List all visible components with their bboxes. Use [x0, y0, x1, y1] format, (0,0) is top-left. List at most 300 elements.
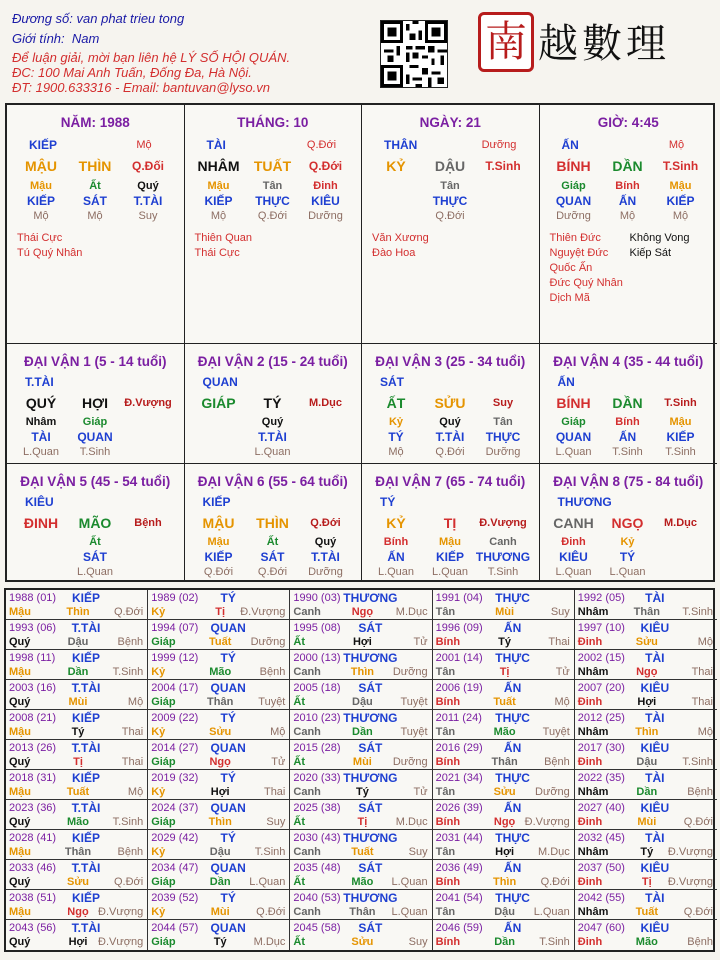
year-god: KIÊU [640, 921, 670, 935]
year-cell[interactable] [6, 650, 148, 680]
hidden-stem: Bính [615, 180, 640, 192]
year-stem: Bính [435, 756, 461, 768]
year-label: 1996 (09) [435, 622, 483, 634]
year-stem: Quý [9, 696, 31, 708]
year-stem: Đinh [577, 816, 603, 828]
contact-address: ĐC: 100 Mai Anh Tuấn, Đống Đa, Hà Nội. [12, 65, 252, 80]
hidden-god: KIẾP [435, 550, 465, 564]
year-branch: Mùi [495, 606, 515, 618]
year-label: 2033 (46) [9, 862, 57, 874]
year-stem: Canh [293, 726, 321, 738]
year-cell[interactable] [148, 770, 290, 800]
year-branch: Mão [351, 876, 374, 888]
hidden-god: KIẾP [666, 194, 695, 208]
year-stem: Ất [293, 936, 305, 948]
year-cell[interactable] [148, 830, 290, 860]
year-label: 2021 (34) [435, 772, 483, 784]
year-cell[interactable] [575, 830, 717, 860]
year-cell[interactable] [433, 830, 575, 860]
luck-cell[interactable] [7, 464, 185, 582]
year-stem: Giáp [151, 816, 176, 828]
year-label: 2010 (23) [293, 712, 341, 724]
year-cell[interactable] [290, 860, 432, 890]
year-god: T.TÀI [71, 861, 101, 875]
year-cell[interactable] [148, 620, 290, 650]
hidden-god: SÁT [260, 550, 285, 564]
hidden-god: T.TÀI [435, 430, 465, 444]
hidden-stage: Mộ [388, 446, 404, 458]
year-stage: M.Dục [538, 846, 570, 858]
year-branch: Tý [355, 786, 369, 798]
star-label: Văn Xương [372, 232, 429, 244]
hidden-god: ẤN [618, 430, 637, 444]
year-god: QUAN [210, 801, 246, 815]
year-stem: Nhâm [577, 906, 609, 918]
hidden-god: THỰC [255, 194, 290, 208]
year-cell[interactable] [290, 830, 432, 860]
luck-stem: ĐINH [23, 515, 59, 531]
year-cell[interactable] [575, 590, 717, 620]
year-cell[interactable] [433, 680, 575, 710]
year-god: ẤN [503, 921, 522, 935]
pillar-title: NGÀY: 21 [419, 115, 481, 130]
luck-cell[interactable] [540, 464, 718, 582]
year-cell[interactable] [6, 710, 148, 740]
year-stage: Dưỡng [392, 666, 428, 678]
luck-branch: NGỌ [611, 515, 644, 531]
year-branch: Tý [498, 636, 512, 648]
year-stem: Mậu [9, 906, 31, 918]
hidden-stem: Ất [266, 536, 279, 548]
year-stage: Đ.Vượng [98, 936, 144, 948]
year-stage: T.Sinh [682, 606, 713, 618]
year-cell[interactable] [6, 770, 148, 800]
hidden-stage: Q.Đới [435, 210, 465, 222]
luck-stem: QUÝ [25, 395, 57, 411]
luck-stem: MẬU [202, 515, 235, 531]
luck-god: QUAN [202, 375, 238, 389]
pillar-note: Q.Đới [306, 139, 337, 151]
year-cell[interactable] [433, 650, 575, 680]
year-label: 2006 (19) [435, 682, 483, 694]
luck-title: ĐẠI VẬN 5 (45 - 54 tuổi) [20, 474, 171, 489]
year-god: QUAN [210, 861, 246, 875]
year-label: 2047 (60) [577, 922, 625, 934]
hidden-god: SÁT [83, 194, 107, 208]
year-god: T.TÀI [71, 681, 101, 695]
hidden-stage: L.Quan [555, 566, 592, 578]
year-stem: Tân [435, 666, 456, 678]
luck-stage: T.Sinh [664, 397, 697, 409]
year-stage: Bệnh [544, 756, 570, 768]
year-stage: Tuyệt [542, 726, 570, 738]
year-cell[interactable] [148, 650, 290, 680]
year-god: THỰC [495, 651, 530, 665]
year-cell[interactable] [575, 890, 717, 920]
year-cell[interactable] [290, 920, 432, 950]
year-label: 2002 (15) [577, 652, 625, 664]
year-cell[interactable] [6, 830, 148, 860]
hidden-stage: Mộ [87, 210, 103, 222]
year-god: ẤN [503, 681, 522, 695]
year-branch: Tị [357, 816, 368, 828]
year-cell[interactable] [6, 860, 148, 890]
year-god: TÝ [220, 831, 236, 845]
year-branch: Tuất [66, 786, 90, 798]
year-label: 1988 (01) [9, 592, 57, 604]
year-cell[interactable] [575, 620, 717, 650]
year-stage: Suy [408, 846, 428, 858]
year-label: 1992 (05) [577, 592, 625, 604]
year-branch: Ngọ [351, 606, 374, 618]
year-stage: M.Dục [395, 606, 428, 618]
year-god: ẤN [503, 801, 522, 815]
hidden-god: TÝ [388, 430, 404, 444]
hidden-stem: Đinh [561, 536, 586, 548]
hidden-stem: Quý [261, 416, 284, 428]
year-branch: Mùi [68, 696, 88, 708]
year-god: TÝ [220, 591, 236, 605]
year-label: 2036 (49) [435, 862, 483, 874]
pillar-cell[interactable] [540, 105, 718, 344]
year-stem: Giáp [151, 636, 176, 648]
year-god: THỰC [495, 831, 530, 845]
luck-stem: KỶ [386, 515, 406, 531]
year-god: SÁT [358, 681, 383, 695]
year-label: 2032 (45) [577, 832, 625, 844]
pillar-stem: BÍNH [556, 158, 591, 174]
year-stage: Bệnh [117, 846, 144, 858]
year-stem: Mậu [9, 846, 31, 858]
hidden-god: TÝ [619, 550, 636, 564]
luck-cell[interactable] [7, 344, 185, 464]
year-stem: Ất [293, 816, 305, 828]
year-stem: Nhâm [577, 786, 609, 798]
year-stem: Tân [435, 906, 456, 918]
year-stem: Giáp [151, 756, 176, 768]
year-cell[interactable] [433, 710, 575, 740]
contact-phone-email[interactable]: ĐT: 1900.633316 - Email: bantuvan@lyso.vn [12, 80, 270, 95]
hidden-stage: L.Quan [431, 566, 469, 578]
hidden-god: KIÊU [311, 194, 340, 208]
hidden-stem: Quý [439, 416, 461, 428]
year-stage: Thai [548, 636, 570, 648]
year-god: T.TÀI [71, 621, 101, 635]
hidden-stage: T.Sinh [487, 566, 519, 578]
year-cell[interactable] [433, 620, 575, 650]
year-stage: Q.Đới [113, 606, 144, 618]
year-cell[interactable] [575, 740, 717, 770]
year-god: KIẾP [71, 891, 101, 905]
year-god: TÀI [645, 711, 665, 725]
pillar-cell[interactable] [7, 105, 185, 344]
year-cell[interactable] [148, 860, 290, 890]
year-label: 2026 (39) [435, 802, 483, 814]
year-label: 2017 (30) [577, 742, 625, 754]
year-stem: Ất [293, 876, 305, 888]
year-god: THỰC [495, 711, 530, 725]
year-cell[interactable] [6, 740, 148, 770]
year-cell[interactable] [290, 590, 432, 620]
year-cell[interactable] [290, 800, 432, 830]
year-god: KIẾP [71, 831, 101, 845]
hidden-stage: L.Quan [555, 446, 592, 458]
year-label: 2011 (24) [435, 712, 482, 724]
luck-stage: Suy [492, 397, 514, 409]
luck-branch: TÝ [263, 395, 282, 411]
year-stem: Kỷ [151, 786, 166, 798]
hidden-stage: Suy [138, 210, 158, 222]
year-stem: Đinh [577, 876, 603, 888]
owner-name: Đương số: van phat trieu tong [12, 11, 185, 26]
year-god: THƯƠNG [343, 771, 398, 785]
year-branch: Mùi [210, 906, 230, 918]
pillar-stem: KỶ [386, 158, 406, 174]
year-god: TÀI [645, 591, 665, 605]
year-god: KIẾP [71, 651, 101, 665]
year-stage: Thai [691, 696, 713, 708]
luck-cell[interactable] [540, 344, 718, 464]
year-cell[interactable] [6, 590, 148, 620]
year-stage: Suy [266, 816, 286, 828]
year-label: 2008 (21) [9, 712, 57, 724]
year-branch: Mùi [352, 756, 372, 768]
year-stage: Suy [550, 606, 570, 618]
year-god: TÀI [645, 771, 665, 785]
year-label: 2031 (44) [435, 832, 483, 844]
hidden-stage: Q.Đới [435, 446, 465, 458]
pillar-god: KIẾP [29, 138, 58, 152]
hidden-god: KIẾP [204, 550, 233, 564]
year-stage: Tử [555, 666, 570, 678]
year-cell[interactable] [575, 920, 717, 950]
year-cell[interactable] [575, 680, 717, 710]
hidden-stage: L.Quan [377, 566, 415, 578]
year-cell[interactable] [290, 770, 432, 800]
hidden-stem: Ất [89, 180, 101, 192]
hidden-stage: Dưỡng [556, 210, 591, 222]
year-cell[interactable] [6, 890, 148, 920]
year-god: T.TÀI [71, 801, 101, 815]
year-branch: Tuất [635, 906, 658, 918]
year-branch: Thìn [492, 876, 517, 888]
luck-god: KIÊU [25, 495, 54, 509]
year-cell[interactable] [433, 920, 575, 950]
year-stem: Mậu [9, 726, 31, 738]
luck-stem: ẤT [386, 395, 406, 411]
luck-stem: GIÁP [201, 395, 236, 411]
year-branch: Dần [67, 666, 89, 678]
hidden-stage: T.Sinh [612, 446, 643, 458]
year-stage: Mộ [270, 726, 286, 738]
luck-god: TÝ [380, 495, 396, 509]
year-cell[interactable] [433, 800, 575, 830]
year-branch: Thìn [66, 606, 90, 618]
year-branch: Hợi [495, 846, 515, 858]
year-cell[interactable] [148, 920, 290, 950]
year-god: SÁT [358, 741, 383, 755]
qr-code-icon[interactable] [380, 20, 448, 88]
year-branch: Mùi [637, 816, 657, 828]
year-stage: Q.Đới [113, 876, 144, 888]
year-cell[interactable] [575, 860, 717, 890]
year-stage: L.Quan [533, 906, 570, 918]
year-stem: Đinh [577, 636, 603, 648]
year-stem: Kỷ [151, 906, 166, 918]
year-stem: Đinh [577, 696, 603, 708]
year-god: TÝ [220, 891, 236, 905]
luck-stage: Đ.Vượng [124, 397, 172, 409]
year-god: ẤN [503, 621, 522, 635]
hidden-stage: Mộ [672, 210, 689, 222]
year-stage: T.Sinh [112, 816, 144, 828]
year-cell[interactable] [433, 770, 575, 800]
year-branch: Thìn [635, 726, 659, 738]
year-god: QUAN [210, 741, 246, 755]
star-label: Thiên Đức [549, 232, 601, 244]
year-stage: Đ.Vượng [240, 606, 286, 618]
year-cell[interactable] [6, 620, 148, 650]
year-cell[interactable] [433, 890, 575, 920]
year-label: 2044 (57) [151, 922, 199, 934]
year-cell[interactable] [6, 680, 148, 710]
year-branch: Dậu [636, 756, 658, 768]
year-stage: Bệnh [687, 786, 713, 798]
pillar-cell[interactable] [362, 105, 540, 344]
luck-cell[interactable] [362, 344, 540, 464]
year-cell[interactable] [575, 800, 717, 830]
year-stage: T.Sinh [112, 666, 144, 678]
year-cell[interactable] [290, 620, 432, 650]
year-cell[interactable] [148, 800, 290, 830]
year-cell[interactable] [6, 800, 148, 830]
hidden-stage: Q.Đới [257, 210, 288, 222]
year-label: 1989 (02) [151, 592, 199, 604]
year-stem: Tân [435, 786, 456, 798]
year-stage: Mộ [554, 696, 570, 708]
year-stage: Thai [121, 726, 144, 738]
luck-branch: TỊ [443, 515, 457, 531]
luck-cell[interactable] [185, 464, 363, 582]
year-god: TÝ [220, 711, 236, 725]
year-stem: Kỷ [151, 606, 166, 618]
year-label: 2023 (36) [9, 802, 57, 814]
year-label: 1993 (06) [9, 622, 57, 634]
year-branch: Ngọ [67, 906, 89, 918]
year-cell[interactable] [575, 710, 717, 740]
pillar-branch-god: T.Sinh [485, 159, 521, 173]
pillar-cell[interactable] [185, 105, 363, 344]
year-cell[interactable] [148, 680, 290, 710]
year-label: 2020 (33) [293, 772, 341, 784]
year-cell[interactable] [433, 860, 575, 890]
year-label: 2025 (38) [293, 802, 341, 814]
year-god: TÝ [220, 771, 236, 785]
year-god: KIẾP [71, 711, 101, 725]
luck-cell[interactable] [362, 464, 540, 582]
year-cell[interactable] [290, 740, 432, 770]
year-branch: Tị [499, 666, 510, 678]
year-cell[interactable] [290, 680, 432, 710]
year-branch: Sửu [493, 786, 516, 798]
year-label: 1991 (04) [435, 592, 483, 604]
luck-title: ĐẠI VẬN 3 (25 - 34 tuổi) [375, 354, 526, 369]
year-stem: Bính [435, 816, 461, 828]
year-cell[interactable] [290, 890, 432, 920]
year-god: TÀI [645, 651, 665, 665]
year-stage: L.Quan [391, 876, 428, 888]
star-label: Đức Quý Nhân [549, 277, 623, 289]
year-branch: Sửu [635, 636, 658, 648]
year-branch: Mão [209, 666, 232, 678]
year-branch: Thân [633, 606, 660, 618]
pillar-stem: NHÂM [197, 158, 240, 174]
year-cell[interactable] [148, 710, 290, 740]
year-stage: Mộ [697, 726, 713, 738]
luck-title: ĐẠI VẬN 1 (5 - 14 tuổi) [23, 354, 167, 369]
year-branch: Dậu [494, 906, 515, 918]
year-label: 2012 (25) [577, 712, 625, 724]
year-god: SÁT [358, 621, 383, 635]
year-cell[interactable] [148, 590, 290, 620]
hidden-god: THỰC [432, 194, 468, 208]
year-god: THƯƠNG [343, 711, 398, 725]
hidden-stem: Mậu [30, 180, 52, 192]
year-branch: Dần [494, 936, 515, 948]
year-cell[interactable] [433, 590, 575, 620]
hidden-stage: Mộ [210, 210, 227, 222]
luck-cell[interactable] [185, 344, 363, 464]
hidden-god: THỰC [485, 430, 521, 444]
hidden-god: ẤN [387, 550, 405, 564]
pillar-god: THÂN [384, 138, 418, 152]
year-label: 2027 (40) [577, 802, 625, 814]
year-cell[interactable] [290, 710, 432, 740]
year-god: T.TÀI [71, 741, 101, 755]
year-label: 2015 (28) [293, 742, 341, 754]
year-stem: Quý [9, 816, 31, 828]
year-label: 2019 (32) [151, 772, 199, 784]
pillar-branch-god: Q.Đối [132, 159, 164, 173]
year-cell[interactable] [575, 650, 717, 680]
luck-branch: SỬU [434, 395, 466, 411]
year-stem: Bính [435, 936, 461, 948]
year-cell[interactable] [148, 740, 290, 770]
year-branch: Tị [641, 876, 652, 888]
year-cell[interactable] [290, 650, 432, 680]
gender-value: Nam [71, 31, 100, 46]
hidden-stem: Quý [137, 180, 159, 192]
hidden-god: KIẾP [666, 430, 695, 444]
year-stem: Kỷ [151, 666, 166, 678]
year-cell[interactable] [575, 770, 717, 800]
year-cell[interactable] [148, 890, 290, 920]
year-branch: Thìn [208, 816, 232, 828]
year-stage: Đ.Vượng [98, 906, 144, 918]
year-stage: Suy [408, 936, 428, 948]
year-god: KIÊU [640, 861, 670, 875]
year-cell[interactable] [433, 740, 575, 770]
year-stem: Mậu [9, 786, 31, 798]
year-label: 2001 (14) [435, 652, 483, 664]
year-god: KIÊU [640, 801, 670, 815]
star-label: Kiếp Sát [629, 247, 672, 259]
hidden-god: QUAN [77, 430, 113, 444]
year-cell[interactable] [6, 920, 148, 950]
year-stem: Bính [435, 876, 461, 888]
luck-stage: M.Dục [309, 397, 342, 409]
year-branch: Thân [491, 756, 518, 768]
